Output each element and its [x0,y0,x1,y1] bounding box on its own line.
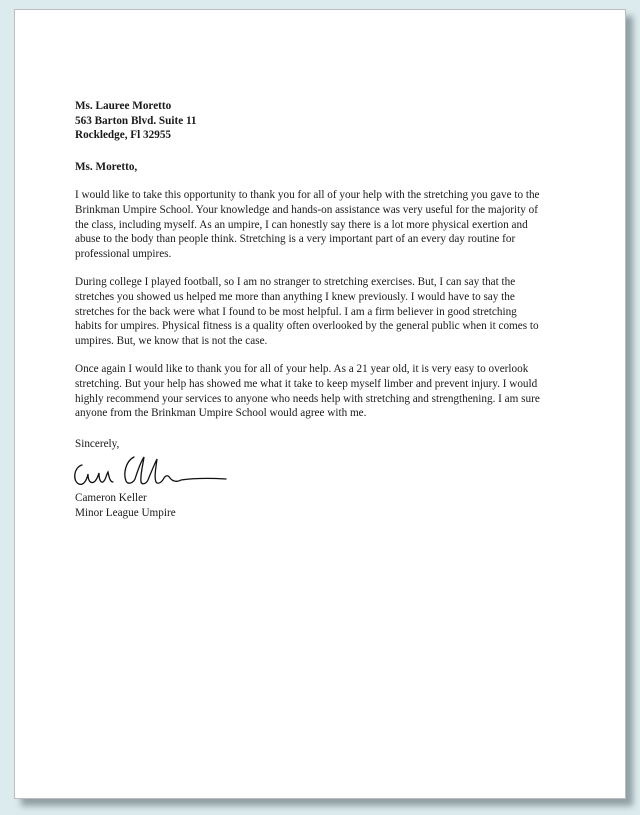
paragraph-3: Once again I would like to thank you for all of your help. As a 21 year old, it is very easy to overlook stretching. But your help has showed me what it take to keep myself limber and prevent injury. I would highly recommend your services to anyone who needs help with stretching and strengthening. I am sure anyone from the Brinkman Umpire School would agree with me. [75,363,540,420]
closing: Sincerely, [75,437,120,450]
signer-title: Minor League Umpire [75,506,176,519]
paragraph-1: I would like to take this opportunity to thank you for all of your help with the stretching you gave to the Brinkman Umpire School. Your knowledge and hands-on assistance was very useful for the majority of the class, including myself. As an umpire, I can honestly say there is a lot more physical exertion and abuse to the body than people think. Stretching is a very important part of an every day routine for professional umpires. [75,189,540,260]
handwritten-signature [70,451,230,491]
recipient-street: 563 Barton Blvd. Suite 11 [75,114,197,127]
recipient-city: Rockledge, Fl 32955 [75,129,172,142]
paragraph-2: During college I played football, so I am no stranger to stretching exercises. But, I can say that the stretches you showed us helped me more than anything I knew previously. I would have to say the stretches for the back were what I found to be most helpful. I am a firm believer in good stretching habits for umpires. Physical fitness is a quality often overlooked by the general public when it comes to umpires. But, we know that is not the case. [75,276,539,347]
salutation: Ms. Moretto, [75,160,138,173]
letter-body [75,99,545,520]
signer-name: Cameron Keller [75,492,147,505]
recipient-name: Ms. Lauree Moretto [75,100,172,112]
recipient-address [75,99,545,143]
